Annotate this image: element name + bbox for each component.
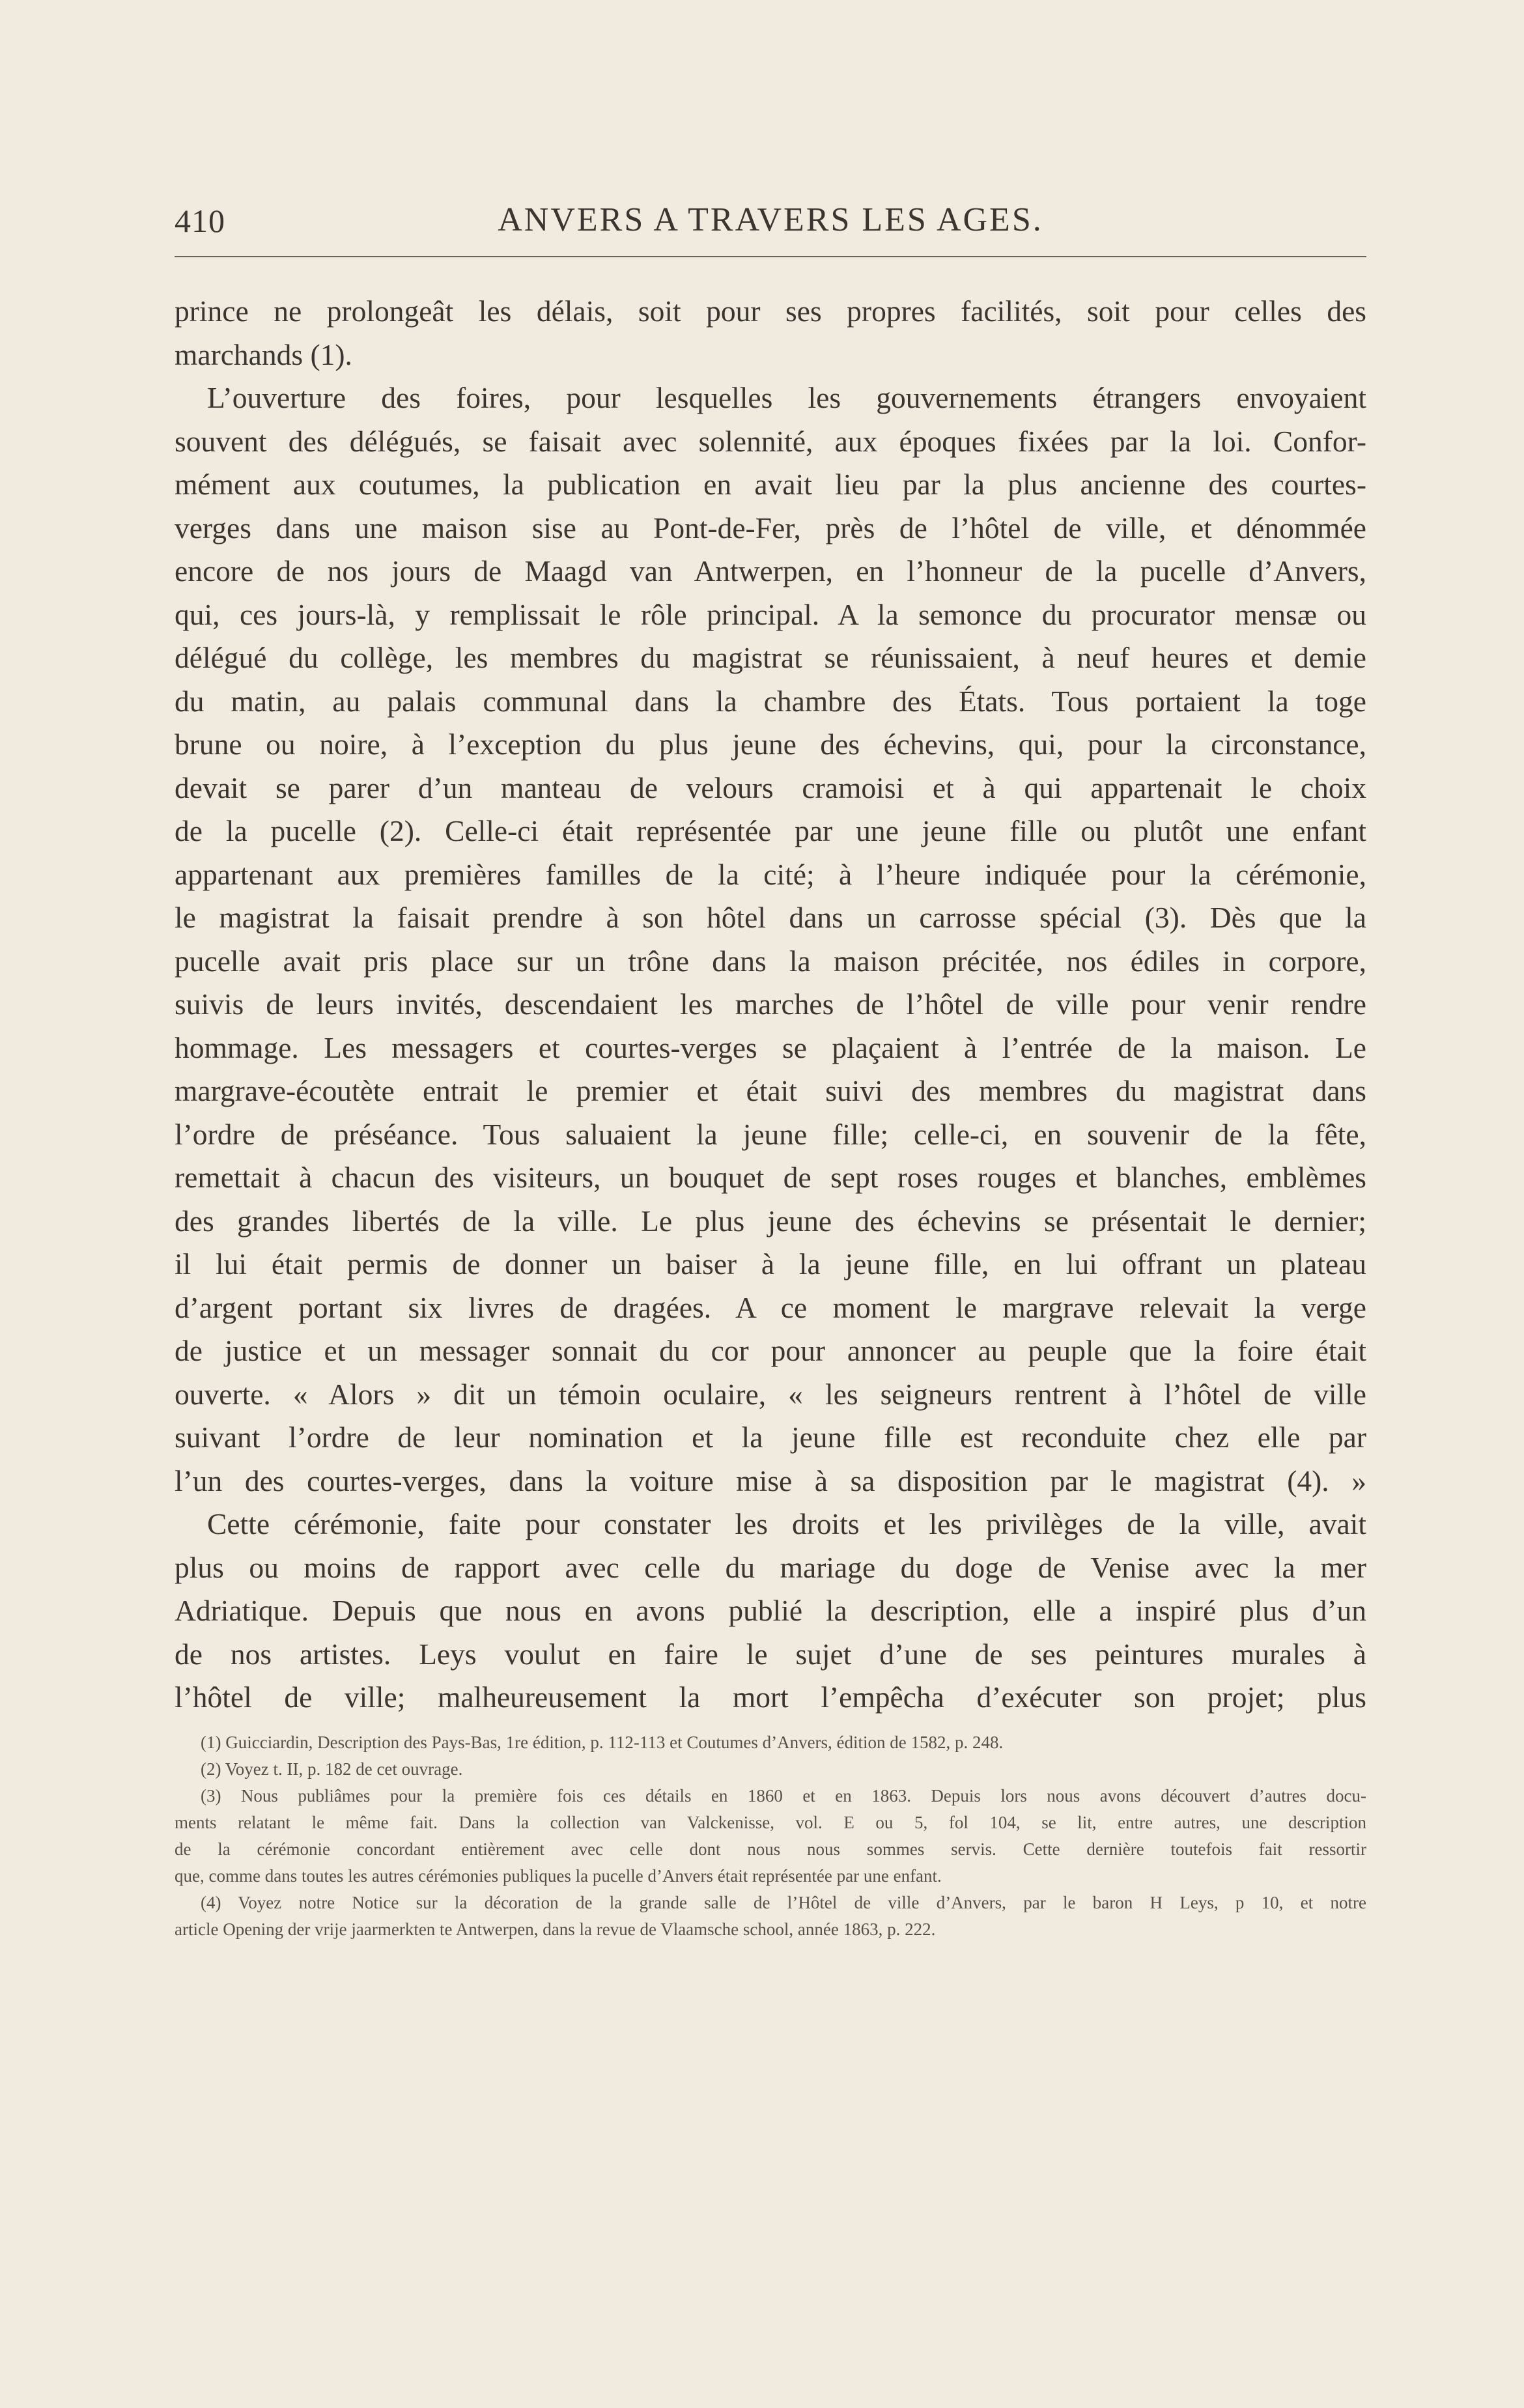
body-line: devait se parer d’un manteau de velours cramoisi et à qui appartenait le choix	[175, 771, 1366, 804]
body-line: suivant l’ordre de leur nomination et la jeune fille est reconduite chez elle par	[175, 1421, 1366, 1454]
footnote-line: article Opening der vrije jaarmerkten te Antwerpen, dans la revue de Vlaamsche school, année 1863, p. 222.	[175, 1919, 936, 1939]
footnote-line: que, comme dans toutes les autres cérémonies publiques la pucelle d’Anvers était représentée par une enfant.	[175, 1866, 942, 1886]
footnote-line: de la cérémonie concordant entièrement avec celle dont nous nous sommes servis. Cette dernière toutefois fait ressortir	[175, 1839, 1366, 1859]
body-line: mément aux coutumes, la publication en avait lieu par la plus ancienne des courtes-	[175, 468, 1366, 501]
body-line: pucelle avait pris place sur un trône dans la maison précitée, nos édiles in corpore,	[175, 944, 1366, 978]
body-line: L’ouverture des foires, pour lesquelles les gouvernements étrangers envoyaient	[207, 381, 1366, 414]
body-line: d’argent portant six livres de dragées. A ce moment le margrave relevait la verge	[175, 1290, 1366, 1324]
footnote-line: ments relatant le même fait. Dans la collection van Valckenisse, vol. E ou 5, fol 104, se lit, entre autres, une description	[175, 1813, 1366, 1832]
body-line: du matin, au palais communal dans la chambre des États. Tous portaient la toge	[175, 684, 1366, 718]
body-line: qui, ces jours-là, y remplissait le rôle principal. A la semonce du procurator mensæ ou	[175, 597, 1366, 631]
body-line: de la pucelle (2). Celle-ci était représentée par une jeune fille ou plutôt une enfant	[175, 814, 1366, 847]
body-line: marchands (1).	[175, 337, 352, 371]
body-line: encore de nos jours de Maagd van Antwerpen, en l’honneur de la pucelle d’Anvers,	[175, 554, 1366, 588]
footnote-line: (1) Guicciardin, Description des Pays-Bas, 1re édition, p. 112-113 et Coutumes d’Anvers, édition de 1582, p. 248.	[201, 1733, 1004, 1752]
header-rule	[175, 256, 1366, 257]
footnote-line: (3) Nous publiâmes pour la première fois ces détails en 1860 et en 1863. Depuis lors nous avons découvert d’autres docu-	[201, 1786, 1366, 1806]
body-line: il lui était permis de donner un baiser à la jeune fille, en lui offrant un plateau	[175, 1247, 1366, 1281]
body-line: Cette cérémonie, faite pour constater les droits et les privilèges de la ville, avait	[207, 1507, 1366, 1540]
footnotes	[175, 1729, 1366, 1943]
body-line: l’ordre de préséance. Tous saluaient la jeune fille; celle-ci, en souvenir de la fête,	[175, 1117, 1366, 1151]
body-line: l’un des courtes-verges, dans la voiture mise à sa disposition par le magistrat (4). »	[175, 1464, 1366, 1497]
body-line: verges dans une maison sise au Pont-de-Fer, près de l’hôtel de ville, et dénommée	[175, 511, 1366, 545]
footnote-line: (4) Voyez notre Notice sur la décoration de la grande salle de l’Hôtel de ville d’Anvers, par le baron H Leys, p 10, et notre	[201, 1893, 1366, 1912]
body-text	[175, 290, 1366, 1720]
body-line: des grandes libertés de la ville. Le plus jeune des échevins se présentait le dernier;	[175, 1204, 1366, 1238]
body-line: plus ou moins de rapport avec celle du mariage du doge de Venise avec la mer	[175, 1550, 1366, 1584]
body-line: appartenant aux premières familles de la cité; à l’heure indiquée pour la cérémonie,	[175, 857, 1366, 891]
running-title: ANVERS A TRAVERS LES AGES.	[498, 201, 1043, 238]
body-line: brune ou noire, à l’exception du plus jeune des échevins, qui, pour la circonstance,	[175, 728, 1366, 761]
body-line: suivis de leurs invités, descendaient les marches de l’hôtel de ville pour venir rendre	[175, 987, 1366, 1021]
body-line: le magistrat la faisait prendre à son hôtel dans un carrosse spécial (3). Dès que la	[175, 901, 1366, 934]
body-line: de nos artistes. Leys voulut en faire le sujet d’une de ses peintures murales à	[175, 1637, 1366, 1671]
body-line: hommage. Les messagers et courtes-verges se plaçaient à l’entrée de la maison. Le	[175, 1030, 1366, 1064]
body-line: souvent des délégués, se faisait avec solennité, aux époques fixées par la loi. Confor-	[175, 424, 1366, 458]
body-line: margrave-écoutète entrait le premier et était suivi des membres du magistrat dans	[175, 1074, 1366, 1107]
body-line: Adriatique. Depuis que nous en avons publié la description, elle a inspiré plus d’un	[175, 1594, 1366, 1627]
body-line: ouverte. « Alors » dit un témoin oculaire, « les seigneurs rentrent à l’hôtel de ville	[175, 1377, 1366, 1411]
body-line: de justice et un messager sonnait du cor pour annoncer au peuple que la foire était	[175, 1334, 1366, 1367]
body-line: remettait à chacun des visiteurs, un bouquet de sept roses rouges et blanches, emblèmes	[175, 1161, 1366, 1194]
page-header	[175, 194, 1366, 246]
page-number: 410	[175, 203, 225, 239]
footnote-line: (2) Voyez t. II, p. 182 de cet ouvrage.	[201, 1759, 463, 1779]
body-line: l’hôtel de ville; malheureusement la mort l’empêcha d’exécuter son projet; plus	[175, 1680, 1366, 1714]
body-line: prince ne prolongeât les délais, soit pour ses propres facilités, soit pour celles des	[175, 294, 1366, 328]
body-line: délégué du collège, les membres du magistrat se réunissaient, à neuf heures et demie	[175, 641, 1366, 674]
